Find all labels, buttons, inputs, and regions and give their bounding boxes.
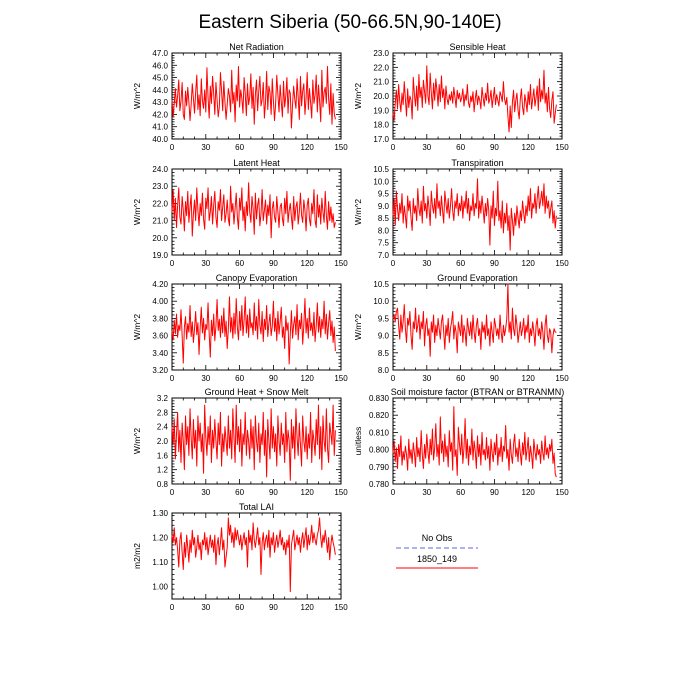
x-tick-label: 0 — [169, 143, 175, 152]
y-axis-label: W/m^2 — [353, 198, 363, 226]
x-tick-label: 30 — [201, 259, 211, 268]
y-tick-label: 24.0 — [152, 165, 168, 174]
x-tick-label: 150 — [334, 143, 348, 152]
y-tick-label: 17.0 — [373, 135, 389, 144]
y-tick-label: 2.8 — [156, 408, 168, 418]
panel-title: Net Radiation — [229, 42, 284, 52]
y-tick-label: 20.0 — [152, 233, 168, 243]
y-tick-label: 9.5 — [377, 314, 389, 324]
x-tick-label: 90 — [268, 374, 278, 383]
x-tick-label: 30 — [201, 603, 211, 612]
y-tick-label: 3.2 — [156, 394, 168, 403]
x-tick-label: 30 — [201, 374, 211, 383]
x-tick-label: 30 — [201, 143, 211, 152]
x-tick-label: 60 — [456, 259, 466, 268]
y-axis-label: W/m^2 — [132, 313, 142, 341]
x-tick-label: 150 — [334, 374, 348, 383]
x-tick-label: 90 — [489, 488, 499, 497]
y-tick-label: 8.5 — [377, 214, 389, 224]
x-tick-label: 120 — [300, 603, 314, 612]
y-tick-label: 23.0 — [373, 49, 389, 58]
x-tick-label: 120 — [300, 374, 314, 383]
x-tick-label: 90 — [268, 143, 278, 152]
y-tick-label: 8.0 — [377, 226, 389, 236]
y-tick-label: 7.0 — [377, 251, 389, 260]
x-tick-label: 120 — [300, 259, 314, 268]
y-tick-label: 1.20 — [152, 533, 168, 543]
x-tick-label: 90 — [489, 143, 499, 152]
y-tick-label: 41.0 — [152, 122, 168, 132]
y-tick-label: 1.30 — [152, 509, 168, 518]
y-tick-label: 20.0 — [373, 92, 389, 101]
x-tick-label: 0 — [169, 259, 175, 268]
x-tick-label: 150 — [555, 374, 569, 383]
y-tick-label: 0.800 — [368, 445, 389, 455]
x-tick-label: 150 — [555, 259, 569, 268]
x-tick-label: 90 — [268, 603, 278, 612]
x-tick-label: 120 — [521, 259, 535, 268]
y-tick-label: 47.0 — [152, 49, 168, 58]
x-tick-label: 120 — [521, 374, 535, 383]
y-axis-label: unitless — [353, 426, 363, 456]
y-tick-label: 1.10 — [152, 558, 168, 568]
y-tick-label: 45.0 — [152, 73, 168, 83]
x-tick-label: 90 — [489, 259, 499, 268]
y-tick-label: 10.0 — [373, 177, 389, 187]
y-tick-label: 3.40 — [152, 348, 168, 358]
x-tick-label: 150 — [334, 603, 348, 612]
x-tick-label: 30 — [422, 143, 432, 152]
x-tick-label: 0 — [169, 488, 175, 497]
y-axis-label: W/m^2 — [132, 427, 142, 455]
y-tick-label: 1.2 — [156, 465, 168, 475]
y-tick-label: 19.0 — [373, 106, 389, 116]
x-tick-label: 0 — [169, 603, 175, 612]
x-tick-label: 60 — [456, 143, 466, 152]
panel-title: Latent Heat — [233, 158, 280, 168]
x-tick-label: 60 — [235, 374, 245, 383]
x-tick-label: 30 — [422, 259, 432, 268]
y-tick-label: 8.0 — [377, 366, 389, 375]
y-tick-label: 2.4 — [156, 422, 168, 432]
legend-model-label: 1850_149 — [416, 554, 458, 564]
y-tick-label: 18.0 — [373, 120, 389, 130]
x-tick-label: 0 — [390, 143, 396, 152]
y-tick-label: 4.20 — [152, 280, 168, 289]
y-tick-label: 42.0 — [152, 110, 168, 120]
y-tick-label: 0.830 — [368, 394, 389, 403]
y-tick-label: 0.8 — [156, 480, 168, 489]
x-tick-label: 60 — [456, 488, 466, 497]
x-tick-label: 30 — [422, 374, 432, 383]
x-tick-label: 120 — [521, 488, 535, 497]
y-tick-label: 9.0 — [377, 201, 389, 211]
y-tick-label: 7.5 — [377, 238, 389, 248]
y-tick-label: 46.0 — [152, 61, 168, 71]
y-tick-label: 4.00 — [152, 297, 168, 307]
x-tick-label: 150 — [334, 488, 348, 497]
y-tick-label: 3.60 — [152, 331, 168, 341]
x-tick-label: 90 — [489, 374, 499, 383]
panel-title: Transpiration — [451, 158, 504, 168]
y-axis-label: W/m^2 — [132, 82, 142, 110]
y-tick-label: 43.0 — [152, 98, 168, 108]
x-tick-label: 120 — [521, 143, 535, 152]
y-tick-label: 9.0 — [377, 331, 389, 341]
x-tick-label: 30 — [422, 488, 432, 497]
y-tick-label: 40.0 — [152, 135, 168, 144]
y-tick-label: 0.820 — [368, 411, 389, 421]
y-tick-label: 10.0 — [373, 297, 389, 307]
y-tick-label: 1.6 — [156, 451, 168, 461]
y-tick-label: 0.810 — [368, 428, 389, 438]
y-tick-label: 23.0 — [152, 182, 168, 192]
x-tick-label: 60 — [235, 603, 245, 612]
y-tick-label: 1.00 — [152, 582, 168, 592]
panel-title: Ground Heat + Snow Melt — [204, 387, 309, 397]
y-tick-label: 0.780 — [368, 480, 389, 489]
panel-title: Ground Evaporation — [437, 273, 518, 283]
x-tick-label: 0 — [169, 374, 175, 383]
y-tick-label: 3.20 — [152, 366, 168, 375]
x-tick-label: 30 — [201, 488, 211, 497]
x-tick-label: 0 — [390, 488, 396, 497]
y-tick-label: 0.790 — [368, 462, 389, 472]
y-tick-label: 9.5 — [377, 189, 389, 199]
x-tick-label: 120 — [300, 488, 314, 497]
y-tick-label: 10.5 — [373, 280, 389, 289]
y-tick-label: 22.0 — [373, 63, 389, 73]
y-axis-label: W/m^2 — [353, 82, 363, 110]
y-tick-label: 44.0 — [152, 85, 168, 95]
x-tick-label: 60 — [235, 259, 245, 268]
y-tick-label: 21.0 — [152, 216, 168, 226]
panel-title: Soil moisture factor (BTRAN or BTRANMN) — [390, 387, 565, 397]
y-axis-label: W/m^2 — [132, 198, 142, 226]
x-tick-label: 60 — [235, 143, 245, 152]
y-tick-label: 8.5 — [377, 348, 389, 358]
y-tick-label: 10.5 — [373, 165, 389, 174]
x-tick-label: 90 — [268, 488, 278, 497]
x-tick-label: 150 — [555, 488, 569, 497]
x-tick-label: 60 — [235, 488, 245, 497]
y-tick-label: 19.0 — [152, 251, 168, 260]
y-tick-label: 3.80 — [152, 314, 168, 324]
figure-title: Eastern Siberia (50-66.5N,90-140E) — [198, 12, 502, 33]
panel-title: Total LAI — [238, 502, 275, 512]
x-tick-label: 120 — [300, 143, 314, 152]
x-tick-label: 150 — [334, 259, 348, 268]
y-tick-label: 21.0 — [373, 77, 389, 87]
y-tick-label: 22.0 — [152, 199, 168, 209]
y-axis-label: W/m^2 — [353, 313, 363, 341]
legend-obs-label: No Obs — [421, 533, 453, 543]
y-tick-label: 2.0 — [156, 437, 168, 446]
x-tick-label: 0 — [390, 259, 396, 268]
x-tick-label: 150 — [555, 143, 569, 152]
panel-title: Sensible Heat — [449, 42, 506, 52]
panel-title: Canopy Evaporation — [215, 273, 298, 283]
x-tick-label: 90 — [268, 259, 278, 268]
y-axis-label: m2/m2 — [132, 543, 142, 569]
x-tick-label: 60 — [456, 374, 466, 383]
x-tick-label: 0 — [390, 374, 396, 383]
